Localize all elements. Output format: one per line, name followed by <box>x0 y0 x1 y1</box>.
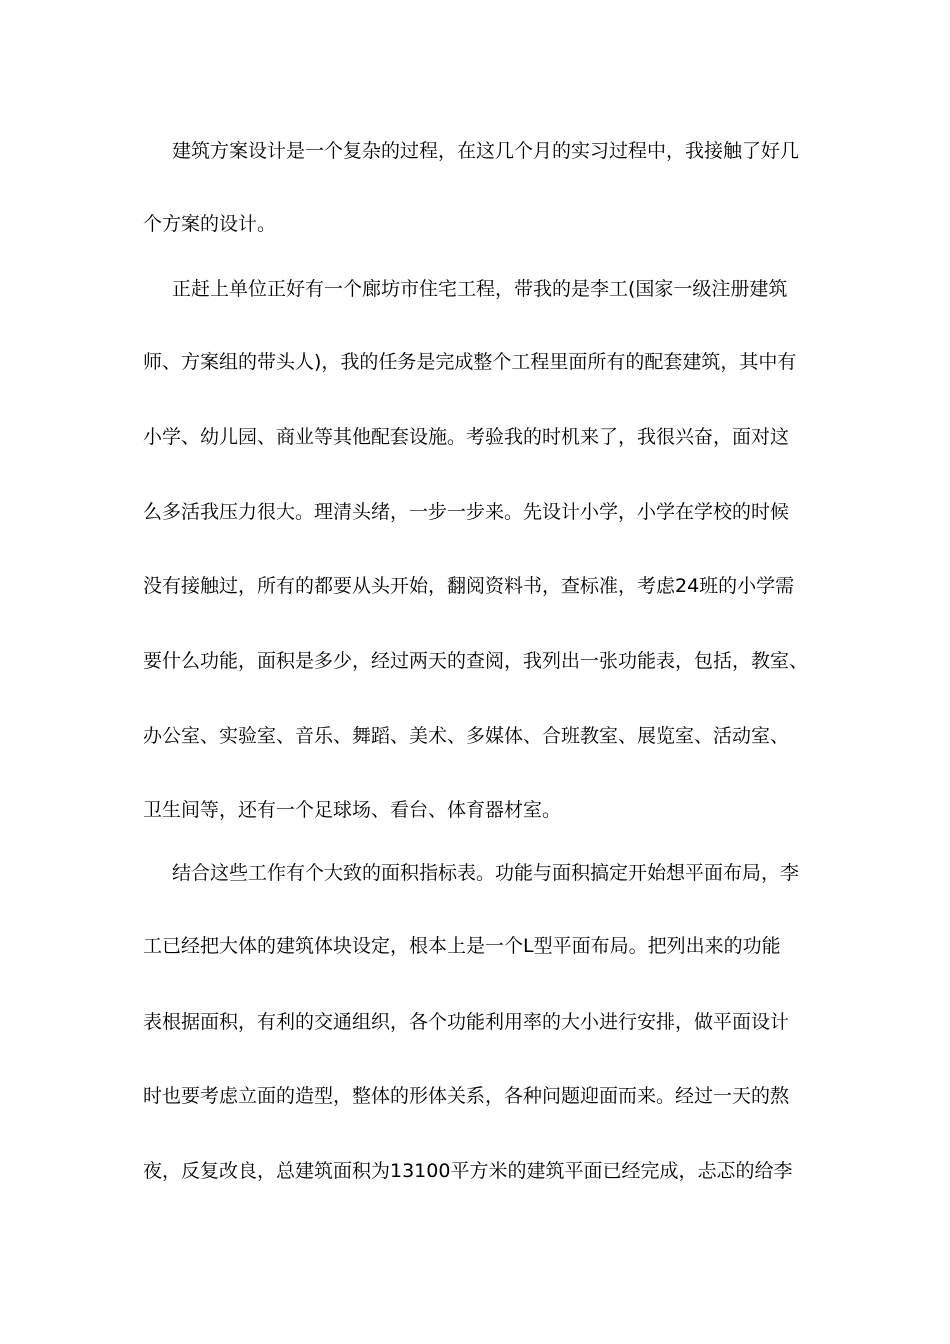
paragraph-3-line-3: 表根据面积，有利的交通组织，各个功能利用率的大小进行安排，做平面设计 <box>143 1011 790 1033</box>
paragraph-3-line-4: 时也要考虑立面的造型，整体的形体关系，各种问题迎面而来。经过一天的熬 <box>143 1085 790 1107</box>
paragraph-2-line-4: 么多活我压力很大。理清头绪，一步一步来。先设计小学，小学在学校的时候 <box>143 501 790 523</box>
paragraph-1-line-1: 建筑方案设计是一个复杂的过程，在这几个月的实习过程中，我接触了好几 <box>172 140 800 162</box>
paragraph-2-line-6: 要什么功能，面积是多少，经过两天的查阅，我列出一张功能表，包括，教室、 <box>143 650 809 672</box>
paragraph-3-line-5: 夜，反复改良，总建筑面积为13100平方米的建筑平面已经完成，忐忑的给李 <box>143 1160 793 1182</box>
paragraph-2-line-1: 正赶上单位正好有一个廊坊市住宅工程，带我的是李工(国家一级注册建筑 <box>172 278 788 300</box>
paragraph-3-line-2: 工已经把大体的建筑体块设定，根本上是一个L型平面布局。把列出来的功能 <box>143 935 781 957</box>
paragraph-2-line-7: 办公室、实验室、音乐、舞蹈、美术、多媒体、合班教室、展览室、活动室、 <box>143 725 790 747</box>
paragraph-2-line-3: 小学、幼儿园、商业等其他配套设施。考验我的时机来了，我很兴奋，面对这 <box>143 426 790 448</box>
paragraph-3-line-1: 结合这些工作有个大致的面积指标表。功能与面积搞定开始想平面布局，李 <box>172 862 800 884</box>
paragraph-2-line-2: 师、方案组的带头人)，我的任务是完成整个工程里面所有的配套建筑，其中有 <box>143 351 797 373</box>
paragraph-1-line-2: 个方案的设计。 <box>143 213 277 235</box>
paragraph-2-line-8: 卫生间等，还有一个足球场、看台、体育器材室。 <box>143 799 562 821</box>
paragraph-2-line-5: 没有接触过，所有的都要从头开始，翻阅资料书，查标准，考虑24班的小学需 <box>143 575 795 597</box>
